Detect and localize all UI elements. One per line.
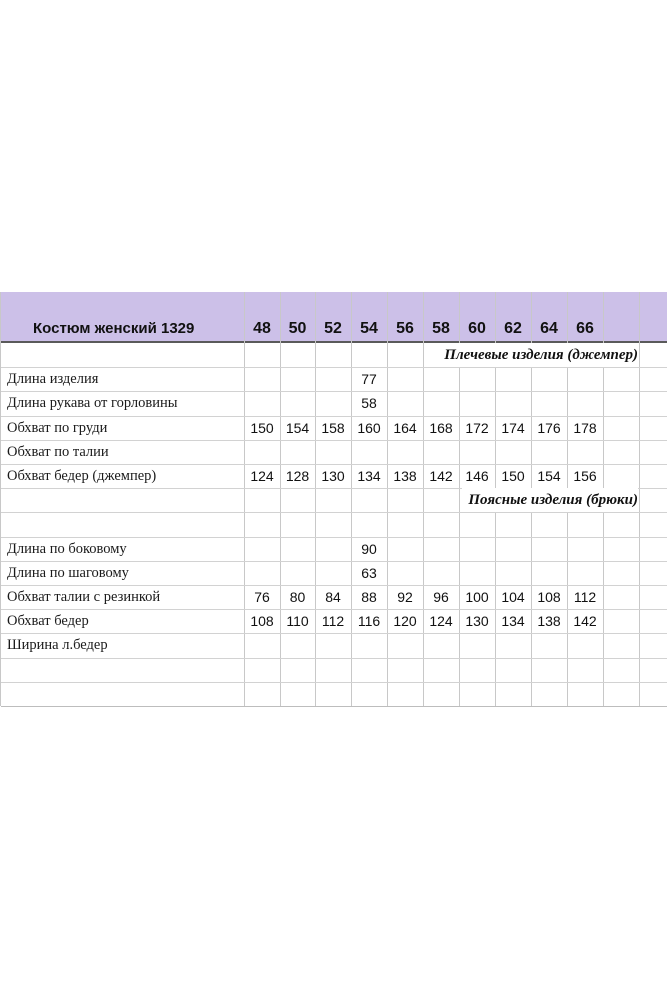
- measurement-value: 164: [393, 419, 417, 436]
- measurement-value: 58: [361, 395, 377, 412]
- measurement-value: 142: [429, 468, 453, 484]
- section-heading: Поясные изделия (брюки): [462, 488, 638, 512]
- grid-row-line: [1, 367, 667, 368]
- section-heading: Плечевые изделия (джемпер): [438, 343, 638, 367]
- size-header: 50: [288, 320, 307, 337]
- measurement-value: 130: [465, 613, 489, 630]
- measurement-label: Обхват по талии: [7, 443, 109, 460]
- measurement-value: 150: [250, 419, 274, 436]
- measurement-label: Длина по боковому: [7, 540, 127, 557]
- size-header: 58: [432, 320, 450, 337]
- measurement-label: Обхват бедер (джемпер): [7, 468, 157, 484]
- grid-column-line: [387, 292, 388, 706]
- measurement-value: 108: [250, 613, 274, 630]
- size-header: 62: [504, 320, 522, 337]
- measurement-value: 116: [357, 613, 381, 630]
- measurement-value: 128: [285, 468, 310, 484]
- measurement-value: 146: [465, 468, 489, 484]
- measurement-label: Обхват по груди: [7, 419, 108, 436]
- measurement-value: 92: [397, 589, 413, 605]
- grid-column-line: [244, 292, 245, 706]
- measurement-value: 80: [289, 589, 306, 605]
- measurement-value: 110: [286, 613, 309, 630]
- measurement-value: 154: [537, 468, 561, 484]
- measurement-label: Длина по шаговому: [7, 564, 129, 581]
- measurement-label: Ширина л.бедер: [7, 637, 108, 654]
- measurement-value: 156: [573, 468, 597, 484]
- grid-column-line: [639, 292, 640, 706]
- measurement-value: 77: [361, 371, 377, 388]
- measurement-value: 120: [393, 613, 417, 630]
- measurement-value: 178: [573, 419, 597, 436]
- measurement-value: 154: [285, 419, 310, 436]
- measurement-value: 108: [537, 589, 561, 605]
- size-header: 48: [253, 320, 271, 337]
- measurement-value: 88: [361, 589, 377, 605]
- product-title: Костюм женский 1329: [33, 320, 195, 337]
- measurement-value: 142: [573, 613, 597, 630]
- size-chart-table: [0, 292, 667, 706]
- measurement-value: 160: [357, 419, 381, 436]
- measurement-value: 90: [361, 540, 377, 557]
- measurement-value: 84: [325, 589, 341, 605]
- grid-row-line: [1, 512, 667, 513]
- measurement-value: 130: [321, 468, 345, 484]
- grid-row-line: [1, 682, 667, 683]
- size-header: 52: [324, 320, 342, 337]
- measurement-value: 112: [573, 589, 597, 605]
- measurement-value: 124: [429, 613, 453, 630]
- size-header: 66: [576, 320, 594, 337]
- measurement-value: 172: [465, 419, 489, 436]
- grid-column-line: [423, 292, 424, 706]
- measurement-value: 150: [501, 468, 525, 484]
- measurement-value: 104: [501, 589, 525, 605]
- size-header: 56: [396, 320, 414, 337]
- measurement-label: Обхват бедер: [7, 613, 89, 630]
- measurement-label: Длина рукава от горловины: [7, 395, 178, 412]
- measurement-label: Обхват талии с резинкой: [7, 589, 161, 605]
- measurement-value: 63: [361, 564, 377, 581]
- measurement-value: 76: [254, 589, 270, 605]
- grid-column-line: [351, 292, 352, 706]
- grid-column-line: [280, 292, 281, 706]
- measurement-label: Длина изделия: [7, 371, 99, 388]
- grid-column-line: [315, 292, 316, 706]
- measurement-value: 112: [321, 613, 345, 630]
- measurement-value: 134: [357, 468, 381, 484]
- measurement-value: 174: [501, 419, 525, 436]
- measurement-value: 138: [537, 613, 561, 630]
- measurement-value: 100: [465, 589, 489, 605]
- size-header: 60: [468, 320, 486, 337]
- grid-row-line: [1, 658, 667, 659]
- measurement-value: 176: [537, 419, 561, 436]
- measurement-value: 124: [250, 468, 274, 484]
- measurement-value: 134: [501, 613, 525, 630]
- measurement-value: 96: [433, 589, 449, 605]
- table-bottom-border: [1, 706, 667, 707]
- measurement-value: 138: [393, 468, 417, 484]
- size-header: 64: [540, 320, 558, 337]
- size-header: 54: [360, 320, 378, 337]
- measurement-value: 158: [321, 419, 345, 436]
- measurement-value: 168: [429, 419, 453, 436]
